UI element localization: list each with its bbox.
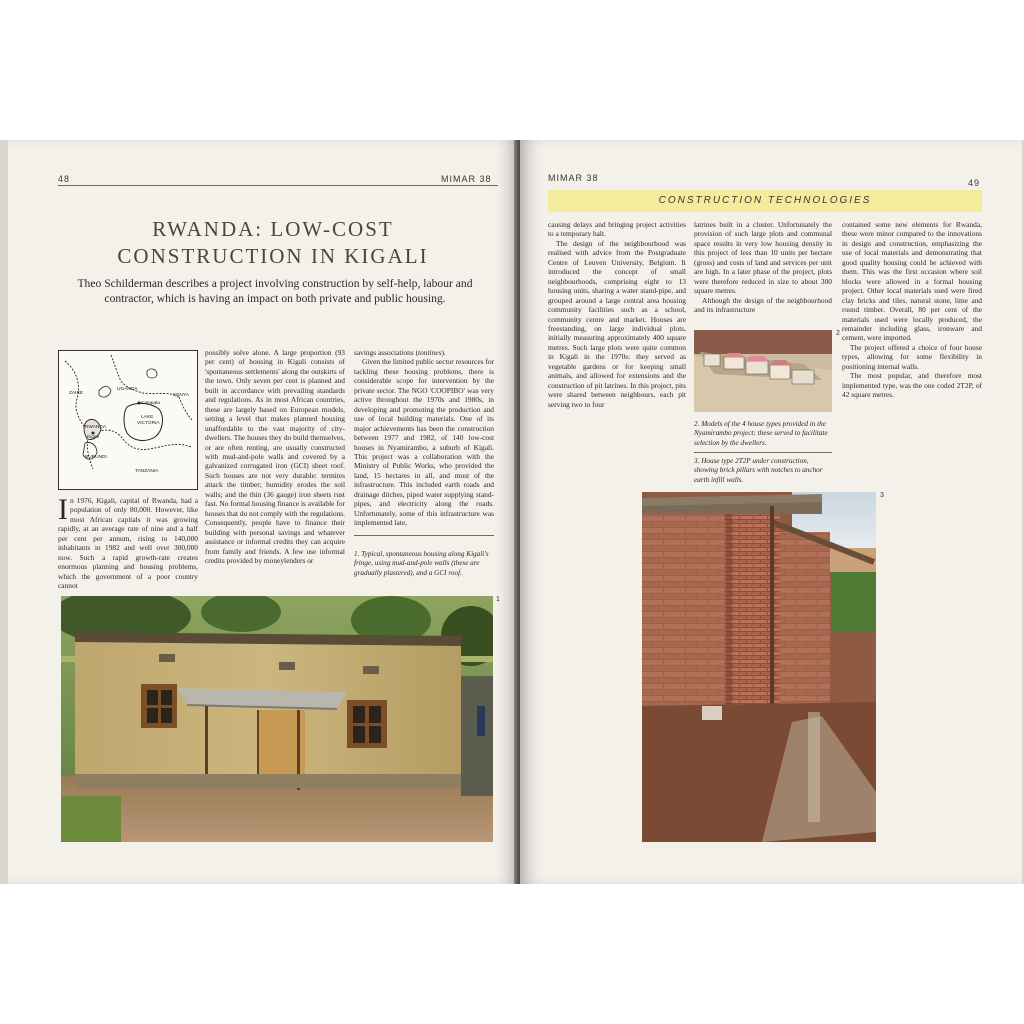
caption-figure-1: 1. Typical, spontaneous housing along Kigali's fringe, using mud-and-pole walls (these are gradually plastered), and a GCI roof. (354, 550, 489, 577)
photo-brick-pillars (642, 492, 876, 842)
right-text-col2-a: latrines built in a cluster. Unfortunately the provision of such large plots and communal space results in very low housing density in this project of less than 10 units per hectare (gross) and costs of land and services per unit are high. In a later phase of the project, plots were therefore reduced in size to about 300 square metres. (694, 220, 832, 296)
map-outline-graphic (59, 351, 197, 489)
right-body-column-1 (548, 220, 686, 409)
photo-spontaneous-house (61, 596, 493, 842)
body-text-col3-b: ). (441, 348, 446, 357)
page-number-right: 49 (968, 178, 981, 188)
body-text-col3-c: Given the limited public sector resources for tackling these housing problems, there is considerable scope for intervention by the private sector. The NGO 'COOPIBO' was very active throughout the 1970s and 1980s, in developing and promoting the production and use of local building materials. One of its major achievements has been the construction between 1977 and 1982, of 140 low-cost houses in Nyamirambo, a suburb of Kigali. This project was a collaboration with the Ministry of Public Works, who provided the land, 15 hectares in all, and most of the infrastructure. This included earth roads and drainage ditches, piped water supplying stand-pipes, and electricity along the roads. Unfortunately, some of this infrastructure was implemented late, (354, 357, 494, 528)
body-text-col3-a: savings associations ( (354, 348, 419, 357)
map-label-victoria: VICTORIA (137, 421, 160, 426)
caption-figure-3: 3. House type 2T2P under construction, showing brick pillars with notches to anchor earth infill walls. (694, 457, 823, 484)
section-band: CONSTRUCTION TECHNOLOGIES (548, 190, 982, 212)
figure-1-number: 1 (496, 596, 500, 603)
house-photo-graphic (61, 596, 493, 842)
body-text-col2: possibly solve alone. A large proportion (93 per cent) of housing in Kigali consists of 'spontaneous settlements' along the outskirts of the town. Only seven per cent is planned and built in accordance with prevailing standards and regulations. As in most African countries, these are largely based on European models, setting a level that makes planned housing unaffordable to the vast majority of city-dwellers. The houses they do build themselves, or are often renting, are usually constructed with mud-and-pole walls and covered by a galvanized corrugated iron (GCI) sheet roof. Such houses are not very durable: termites attack the timber; humidity erodes the soil walls; and the thin (36 gauge) iron sheets rust fast. No formal housing finance is available for houses that do not comply with the regulations. Consequently, people have to finance their building with personal savings and whatever assistance or informal credits they can acquire from family and friends. A few use informal credits provided by moneylenders or (205, 348, 345, 565)
caption-rule (354, 535, 494, 536)
body-column-3 (354, 348, 494, 541)
right-text-col1-b: The design of the neighbourhood was realised with advice from the Postgraduate Centre of Leuven University, Belgium. It introduced the concept of small neighbourhoods, comprising eight to 13 housing units, sharing a water stand-pipe, and grouped around a large central area housing community facilities such as a school, community centre and market. Houses are freestanding, on large individual plots, initially measuring approximately 400 square metres. Such large plots were quite common in Kigali in the 1970s: they served as vegetable gardens or for keeping small animals, and allowed for extensions and the construction of pit latrines. In this project, pits were shared between neighbours, each pit serving two to four (548, 238, 686, 409)
left-page (8, 140, 518, 884)
body-text-col3-em: tontines (418, 348, 442, 357)
page-number: 48 (58, 174, 71, 184)
photo-house-models (694, 330, 832, 412)
map-label-kenya: KENYA (173, 393, 189, 398)
right-body-column-3 (842, 220, 982, 400)
magazine-spread (0, 140, 1024, 884)
map-label-kampala: Kampala (141, 401, 160, 406)
body-column-2 (205, 348, 345, 565)
body-column-1 (58, 493, 198, 591)
location-map (58, 350, 198, 490)
header-rule (58, 185, 498, 186)
models-photo-graphic (694, 330, 832, 412)
running-head-right: MIMAR 38 (548, 173, 599, 183)
map-label-burundi: BURUNDI (85, 455, 107, 460)
right-text-col3-a: contained some new elements for Rwanda, these were minor compared to the innovations in design and construction, emphasizing the use of local materials and demonstrating that good quality housing could be achieved with them. This was the first occasion where soil blocks were allowed in a formal housing project. Other local materials used were fired clay bricks and tiles, natural stone, lime and round timber. Overall, 80 per cent of the materials used were locally produced, the remainder including glass, ironware and cement, were imported. (842, 220, 982, 343)
figure-3-number: 3 (880, 492, 884, 499)
right-text-col2-b: Although the design of the neighbourhood and its infrastructure (694, 295, 832, 315)
article-title-line1: RWANDA: LOW-COST (152, 217, 394, 241)
map-label-tanzania: TANZANIA (135, 469, 159, 474)
standfirst: Theo Schilderman describes a project involving construction by self-help, labour and contractor, which is having an impact on both private and public housing. (77, 277, 473, 305)
right-body-column-2 (694, 220, 832, 315)
right-text-col3-b: The project offered a choice of four house types, allowing for some flexibility in positioning internal walls. (842, 342, 982, 371)
right-text-col1-a: causing delays and bringing project activities to a temporary halt. (548, 220, 686, 239)
caption-figure-2: 2. Models of the 4 house types provided in the Nyamirambo project; these served to facilitate selection by the dwellers. (694, 420, 828, 447)
map-label-rwanda: RWANDA (85, 425, 107, 430)
right-page (520, 140, 1022, 884)
pillars-photo-graphic (642, 492, 876, 842)
map-label-uganda: UGANDA (117, 387, 138, 392)
body-text-col1: n 1976, Kigali, capital of Rwanda, had a population of only 80,000. However, like most African capitals it was growing rapidly, at an average rate of nine and a half per cent per annum, rising to 140,000 inhabitants in 1982 and well over 300,000 now. Such a rapid growth-rate creates enormous planning and housing problems, which the government of a poor country cannot (58, 496, 198, 591)
map-label-kigali: Kigali (87, 435, 99, 440)
map-label-zaire: ZAIRE (69, 391, 84, 396)
figure-2-number: 2 (836, 330, 840, 337)
running-head: MIMAR 38 (441, 174, 492, 184)
right-text-col3-c: The most popular, and therefore most implemented type, was the one coded 2T2P, of 42 square metres. (842, 371, 982, 400)
map-label-lake: LAKE (141, 415, 154, 420)
caption-rule-right (694, 452, 832, 453)
article-title-line2: CONSTRUCTION IN KIGALI (117, 244, 429, 268)
drop-cap: I (58, 493, 68, 526)
